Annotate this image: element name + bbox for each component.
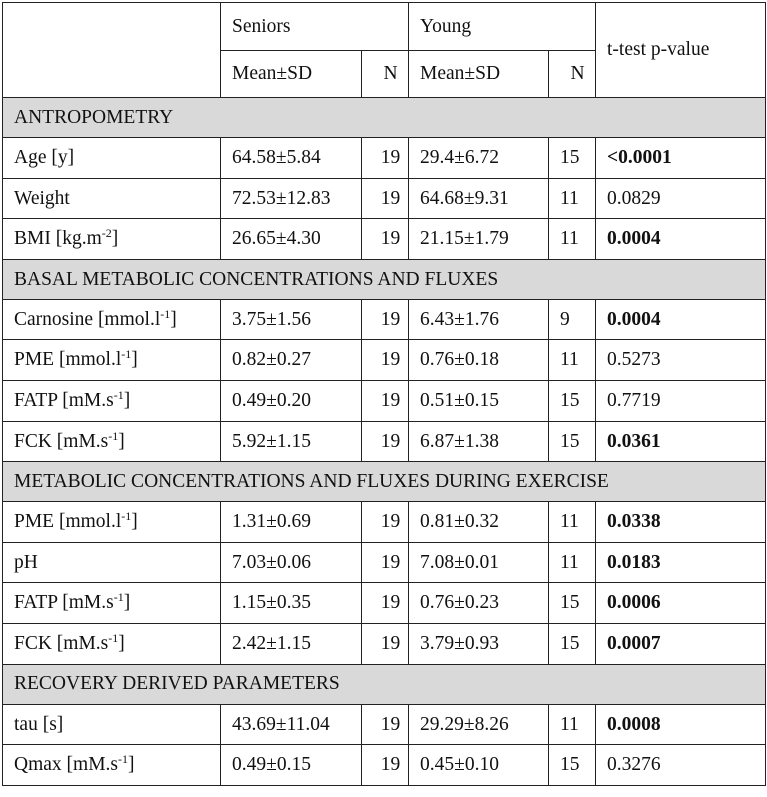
- parameter-label-text: BMI [kg.m: [14, 228, 102, 250]
- results-table: [2, 2, 766, 786]
- section-title: RECOVERY DERIVED PARAMETERS: [3, 664, 766, 704]
- table-row: [3, 542, 766, 583]
- young-n: 11: [549, 178, 596, 219]
- parameter-label-text: pH: [14, 551, 38, 573]
- header-empty-cell: [3, 3, 221, 98]
- seniors-mean-sd: 43.69±11.04: [221, 704, 362, 745]
- young-mean-sd: 0.51±0.15: [409, 380, 549, 421]
- parameter-label-tail: ]: [123, 592, 131, 614]
- young-mean-sd: 6.87±1.38: [409, 421, 549, 462]
- seniors-mean-sd: 2.42±1.15: [221, 623, 362, 664]
- seniors-n: 19: [362, 299, 409, 340]
- header-pvalue: t-test p-value: [596, 3, 766, 98]
- parameter-label: [3, 704, 221, 745]
- young-mean-sd: 64.68±9.31: [409, 178, 549, 219]
- header-seniors: Seniors: [221, 3, 409, 51]
- section-title: ANTROPOMETRY: [3, 98, 766, 138]
- parameter-label: [3, 380, 221, 421]
- young-mean-sd: 6.43±1.76: [409, 299, 549, 340]
- unit-exponent: -1: [160, 306, 171, 321]
- p-value: 0.5273: [596, 340, 766, 381]
- p-value: 0.3276: [596, 745, 766, 786]
- p-value: [596, 299, 766, 340]
- parameter-label-tail: ]: [118, 632, 125, 654]
- young-mean-sd: 7.08±0.01: [409, 542, 549, 583]
- seniors-mean-sd: 1.15±0.35: [221, 583, 362, 624]
- p-value: [596, 623, 766, 664]
- section-header-row: [3, 664, 766, 704]
- parameter-label-text: Weight: [14, 187, 70, 209]
- parameter-label-text: Qmax [mM.s: [14, 754, 118, 776]
- seniors-mean-sd: 0.49±0.20: [221, 380, 362, 421]
- p-value-significant: 0.0008: [607, 713, 661, 735]
- parameter-label-tail: ]: [128, 754, 135, 776]
- young-n: 9: [549, 299, 596, 340]
- section-title: BASAL METABOLIC CONCENTRATIONS AND FLUXES: [3, 259, 766, 299]
- young-n: 15: [549, 380, 596, 421]
- seniors-mean-sd: 7.03±0.06: [221, 542, 362, 583]
- young-mean-sd: 21.15±1.79: [409, 219, 549, 260]
- table-row: [3, 299, 766, 340]
- unit-exponent: -1: [118, 752, 128, 767]
- unit-exponent: -1: [113, 590, 124, 605]
- seniors-n: 19: [362, 542, 409, 583]
- parameter-label-text: Carnosine [mmol.l: [14, 308, 161, 330]
- parameter-label: [3, 542, 221, 583]
- young-n: 15: [549, 623, 596, 664]
- p-value-significant: 0.0004: [607, 228, 661, 250]
- parameter-label-text: FCK [mM.s: [14, 430, 109, 452]
- p-value: [596, 704, 766, 745]
- parameter-label: [3, 623, 221, 664]
- young-n: 11: [549, 340, 596, 381]
- seniors-mean-sd: 5.92±1.15: [221, 421, 362, 462]
- section-header-row: [3, 462, 766, 502]
- parameter-label: [3, 178, 221, 219]
- p-value: [596, 542, 766, 583]
- section-header-row: [3, 98, 766, 138]
- parameter-label-tail: ]: [131, 349, 138, 371]
- young-n: 15: [549, 138, 596, 179]
- young-mean-sd: 29.4±6.72: [409, 138, 549, 179]
- p-value-significant: <0.0001: [607, 147, 672, 169]
- seniors-n: 19: [362, 623, 409, 664]
- young-n: 11: [549, 502, 596, 543]
- p-value-significant: 0.0004: [607, 308, 661, 330]
- seniors-mean-sd: 0.82±0.27: [221, 340, 362, 381]
- p-value: [596, 138, 766, 179]
- young-mean-sd: 0.76±0.18: [409, 340, 549, 381]
- parameter-label-text: FATP [mM.s: [14, 592, 114, 614]
- parameter-label: [3, 502, 221, 543]
- table-row: [3, 502, 766, 543]
- table-row: [3, 219, 766, 260]
- header-young: Young: [409, 3, 596, 51]
- p-value-significant: 0.0006: [607, 592, 661, 614]
- unit-exponent: -1: [113, 388, 124, 403]
- p-value: [596, 421, 766, 462]
- seniors-mean-sd: 1.31±0.69: [221, 502, 362, 543]
- p-value: [596, 502, 766, 543]
- young-n: 15: [549, 745, 596, 786]
- parameter-label: [3, 138, 221, 179]
- parameter-label-text: Age [y]: [14, 147, 75, 169]
- young-n: 11: [549, 542, 596, 583]
- parameter-label-text: PME [mmol.l: [14, 349, 122, 371]
- seniors-n: 19: [362, 138, 409, 179]
- seniors-mean-sd: 72.53±12.83: [221, 178, 362, 219]
- p-value-significant: 0.0007: [607, 632, 661, 654]
- table-row: [3, 583, 766, 624]
- p-value: 0.7719: [596, 380, 766, 421]
- header-seniors-mean: Mean±SD: [221, 51, 362, 98]
- parameter-label: [3, 299, 221, 340]
- young-mean-sd: 0.81±0.32: [409, 502, 549, 543]
- unit-exponent: -1: [108, 428, 119, 443]
- parameter-label-text: FCK [mM.s: [14, 632, 109, 654]
- table-row: [3, 138, 766, 179]
- unit-exponent: -1: [108, 630, 119, 645]
- young-mean-sd: 0.76±0.23: [409, 583, 549, 624]
- section-header-row: [3, 259, 766, 299]
- header-row-groups: [3, 3, 766, 51]
- parameter-label: [3, 745, 221, 786]
- young-n: 15: [549, 421, 596, 462]
- young-mean-sd: 0.45±0.10: [409, 745, 549, 786]
- p-value: [596, 219, 766, 260]
- parameter-label-tail: ]: [170, 308, 177, 330]
- header-seniors-n: N: [362, 51, 409, 98]
- header-young-n: N: [549, 51, 596, 98]
- table-row: [3, 380, 766, 421]
- parameter-label: [3, 340, 221, 381]
- parameter-label-tail: ]: [118, 430, 125, 452]
- seniors-mean-sd: 26.65±4.30: [221, 219, 362, 260]
- p-value-significant: 0.0183: [607, 551, 661, 573]
- table-row: [3, 421, 766, 462]
- seniors-n: 19: [362, 583, 409, 624]
- table-row: [3, 623, 766, 664]
- p-value: [596, 583, 766, 624]
- young-n: 15: [549, 583, 596, 624]
- header-young-mean: Mean±SD: [409, 51, 549, 98]
- parameter-label-tail: ]: [131, 511, 138, 533]
- seniors-mean-sd: 64.58±5.84: [221, 138, 362, 179]
- table-row: [3, 704, 766, 745]
- parameter-label-tail: ]: [111, 228, 119, 250]
- unit-exponent: -1: [121, 347, 132, 362]
- young-mean-sd: 3.79±0.93: [409, 623, 549, 664]
- p-value-significant: 0.0338: [607, 511, 661, 533]
- seniors-n: 19: [362, 219, 409, 260]
- seniors-n: 19: [362, 421, 409, 462]
- parameter-label: [3, 421, 221, 462]
- seniors-n: 19: [362, 178, 409, 219]
- young-mean-sd: 29.29±8.26: [409, 704, 549, 745]
- seniors-n: 19: [362, 340, 409, 381]
- p-value-significant: 0.0361: [607, 430, 661, 452]
- seniors-n: 19: [362, 502, 409, 543]
- young-n: 11: [549, 704, 596, 745]
- parameter-label: [3, 583, 221, 624]
- parameter-label-text: PME [mmol.l: [14, 511, 122, 533]
- parameter-label: [3, 219, 221, 260]
- unit-exponent: -2: [101, 226, 112, 241]
- seniors-mean-sd: 3.75±1.56: [221, 299, 362, 340]
- seniors-n: 19: [362, 704, 409, 745]
- seniors-n: 19: [362, 745, 409, 786]
- seniors-n: 19: [362, 380, 409, 421]
- section-title: METABOLIC CONCENTRATIONS AND FLUXES DURING EXERCISE: [3, 462, 766, 502]
- table-row: [3, 178, 766, 219]
- parameter-label-text: FATP [mM.s: [14, 390, 114, 412]
- parameter-label-text: tau [s]: [14, 713, 64, 735]
- parameter-label-tail: ]: [123, 390, 131, 412]
- p-value: 0.0829: [596, 178, 766, 219]
- young-n: 11: [549, 219, 596, 260]
- unit-exponent: -1: [121, 509, 132, 524]
- table-row: [3, 340, 766, 381]
- table-row: [3, 745, 766, 786]
- seniors-mean-sd: 0.49±0.15: [221, 745, 362, 786]
